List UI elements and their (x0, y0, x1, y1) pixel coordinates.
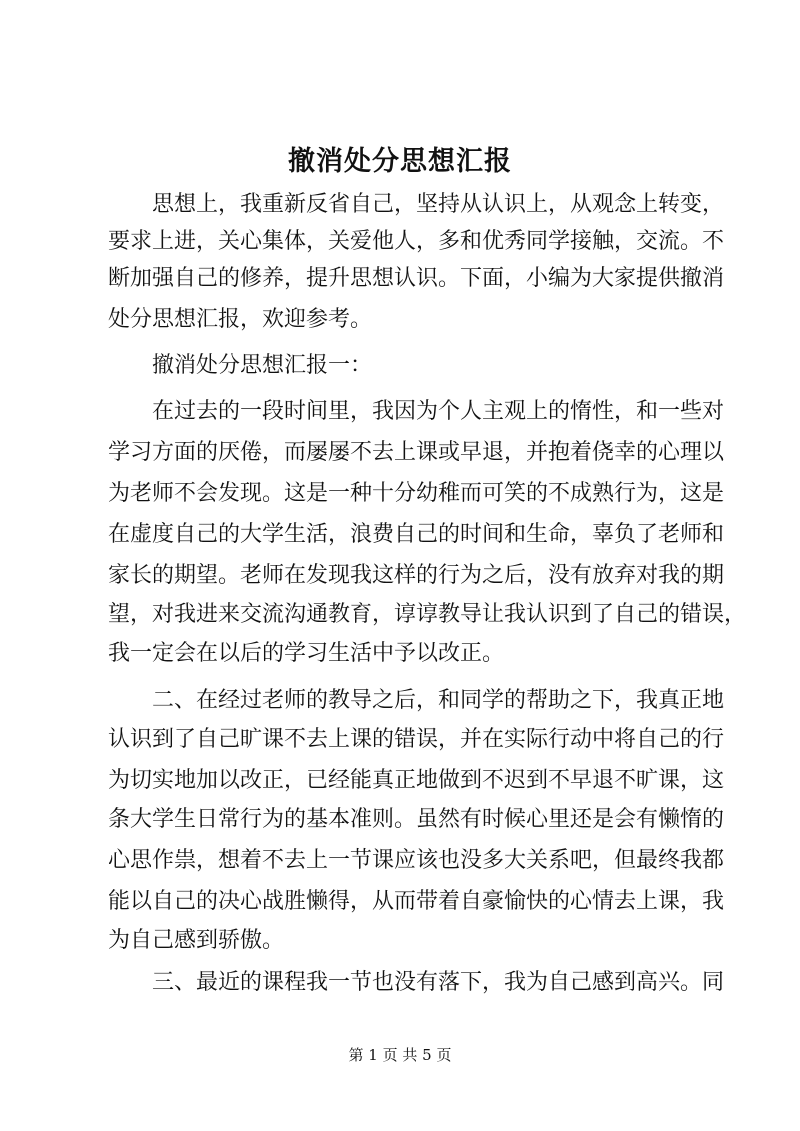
paragraph-line: 望，对我进来交流沟通教育，谆谆教导让我认识到了自己的错误， (108, 602, 747, 627)
paragraph-line: 在过去的一段时间里，我因为个人主观上的惰性，和一些对 (152, 399, 725, 424)
paragraph-line: 为自己感到骄傲。 (108, 928, 285, 953)
paragraph-line: 要求上进，关心集体，关爱他人，多和优秀同学接触，交流。不 (108, 229, 725, 254)
paragraph-line: 思想上，我重新反省自己，坚持从认识上，从观念上转变， (152, 192, 725, 217)
paragraph-line: 认识到了自己旷课不去上课的错误，并在实际行动中将自己的行 (108, 727, 725, 752)
paragraph-line: 为切实地加以改正，已经能真正地做到不迟到不早退不旷课，这 (108, 768, 725, 793)
paragraph-line: 能以自己的决心战胜懒得，从而带着自豪愉快的心情去上课，我 (108, 889, 725, 914)
section-heading: 撤消处分思想汇报一： (152, 353, 373, 378)
paragraph-line: 在虚度自己的大学生活，浪费自己的时间和生命，辜负了老师和 (108, 522, 725, 547)
paragraph-line: 二、在经过老师的教导之后，和同学的帮助之下，我真正地 (152, 688, 725, 713)
paragraph-line: 处分思想汇报，欢迎参考。 (108, 307, 373, 332)
paragraph-line: 家长的期望。老师在发现我这样的行为之后，没有放弃对我的期 (108, 563, 725, 588)
paragraph-line: 为老师不会发现。这是一种十分幼稚而可笑的不成熟行为，这是 (108, 481, 725, 506)
document-title: 撤消处分思想汇报 (288, 146, 512, 177)
paragraph-line: 三、最近的课程我一节也没有落下，我为自己感到高兴。同 (152, 970, 725, 995)
page-number-footer: 第 1 页 共 5 页 (348, 1046, 452, 1064)
paragraph-line: 学习方面的厌倦，而屡屡不去上课或早退，并抱着侥幸的心理以 (108, 440, 725, 465)
paragraph-line: 我一定会在以后的学习生活中予以改正。 (108, 641, 505, 666)
paragraph-line: 心思作祟，想着不去上一节课应该也没多大关系吧，但最终我都 (108, 848, 725, 873)
paragraph-line: 断加强自己的修养，提升思想认识。下面，小编为大家提供撤消 (108, 266, 725, 291)
paragraph-line: 条大学生日常行为的基本准则。虽然有时候心里还是会有懒惰的 (108, 807, 725, 832)
